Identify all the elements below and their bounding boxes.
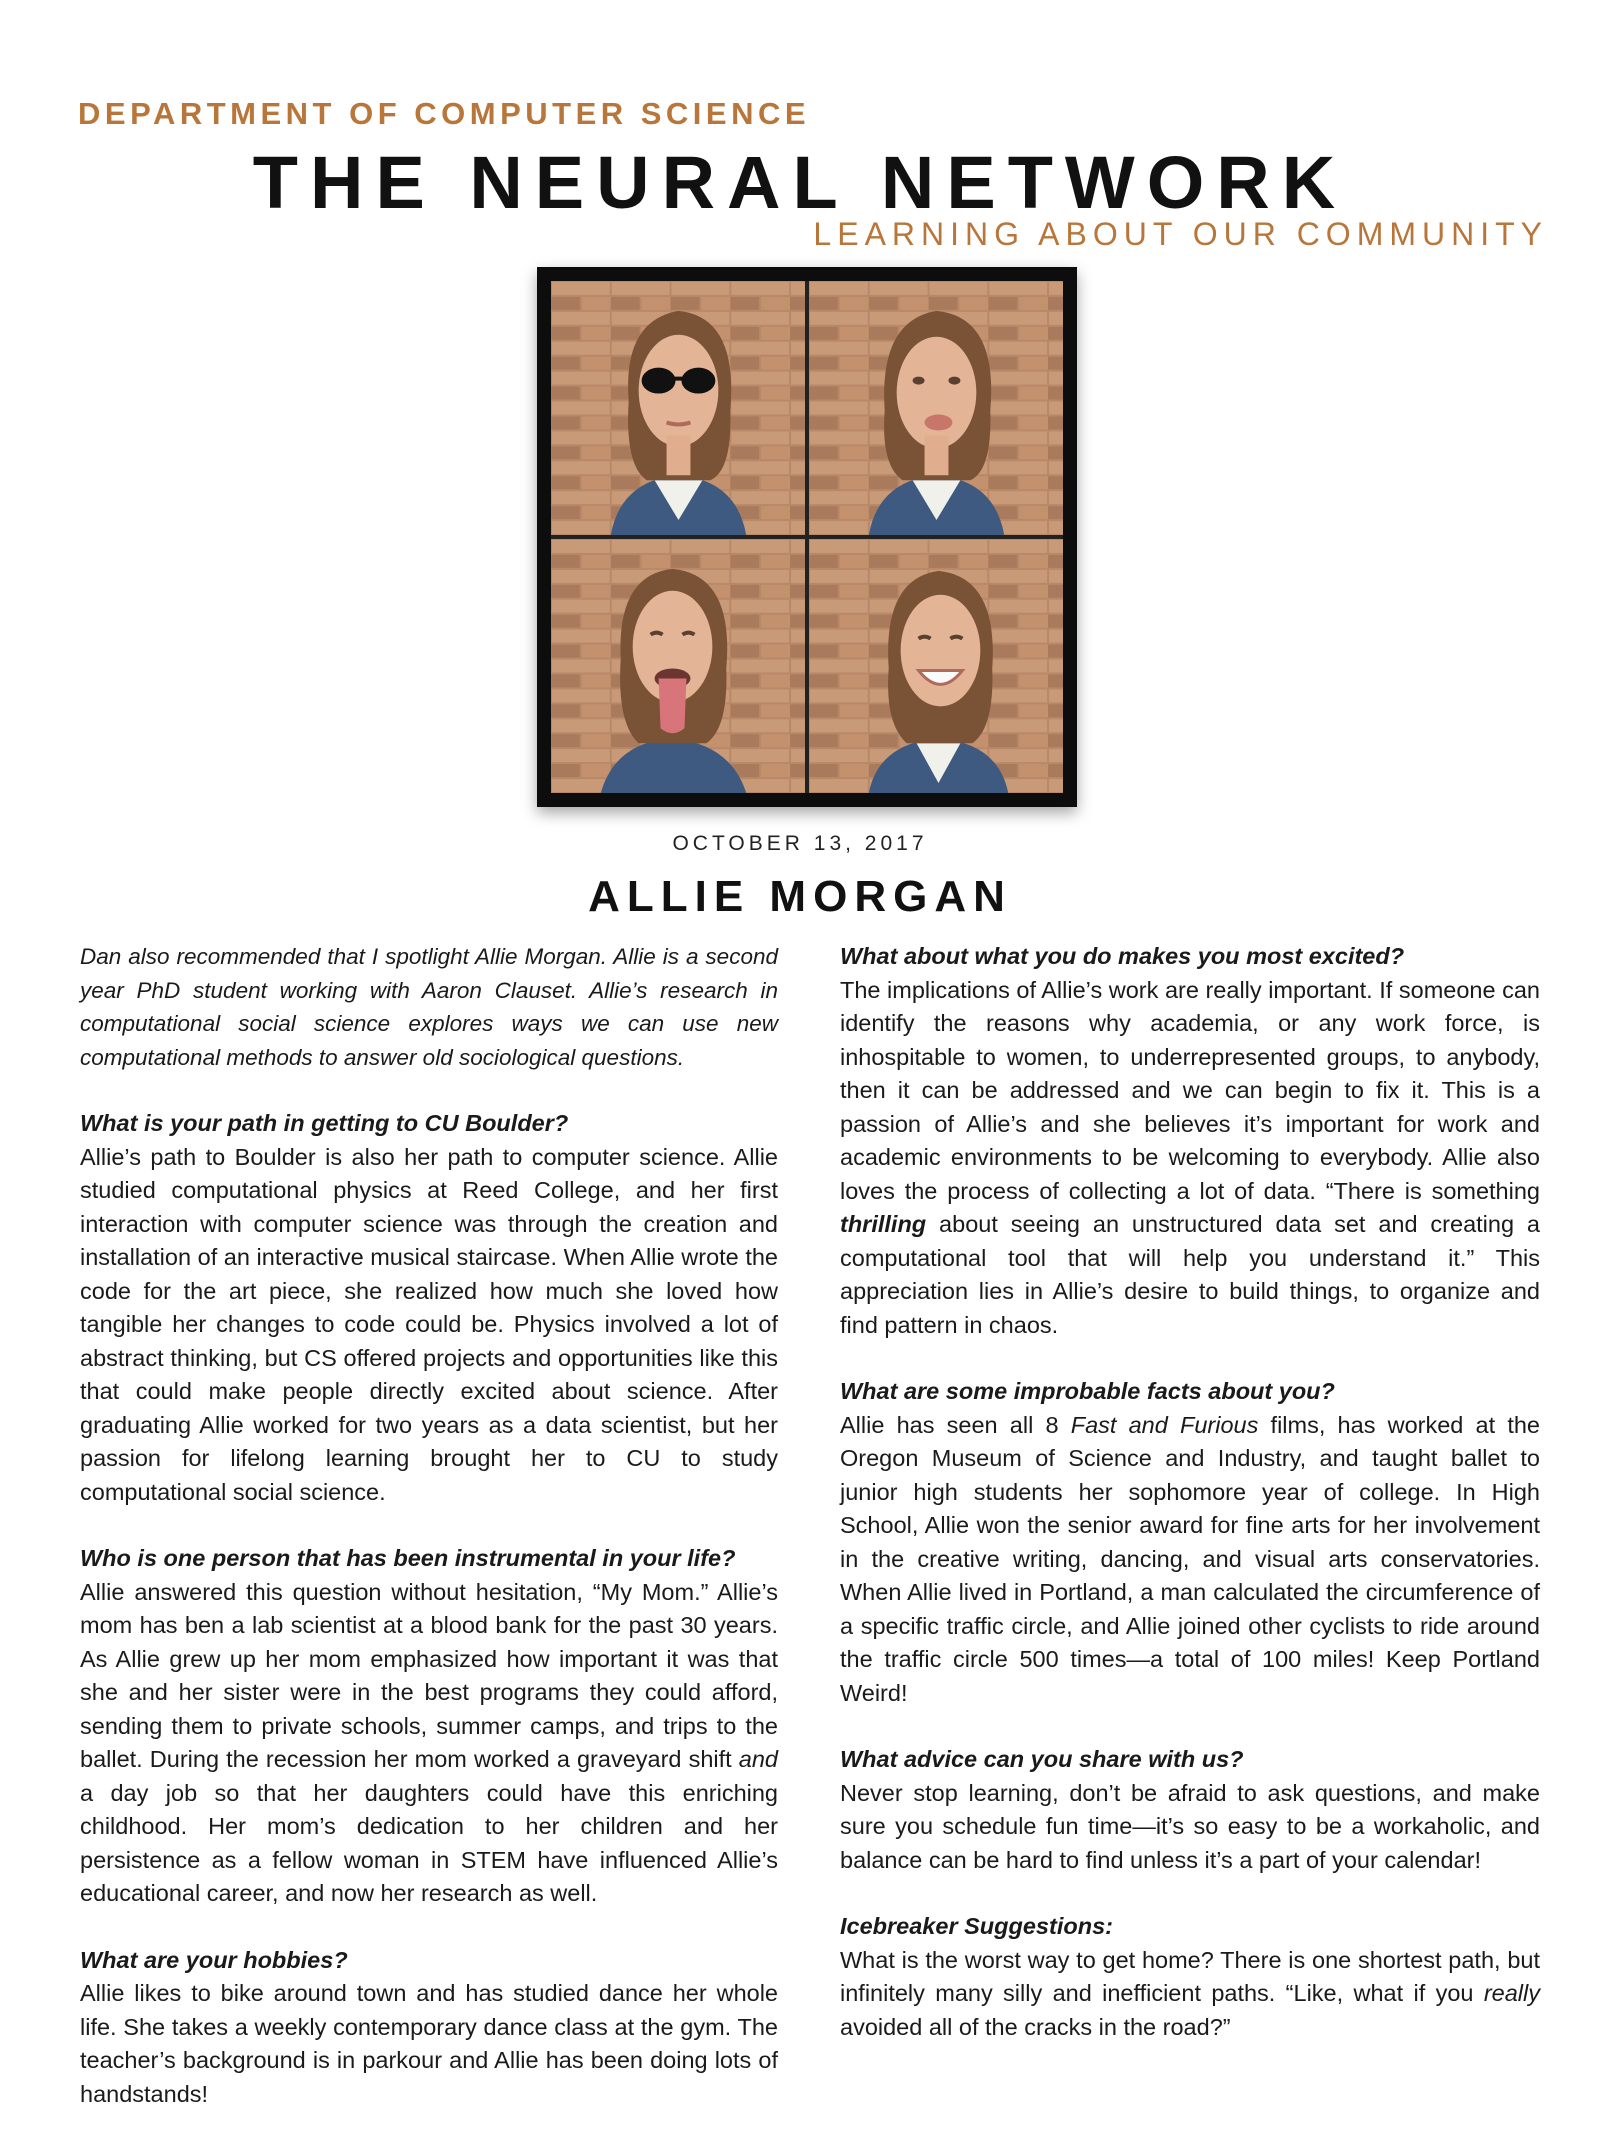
photo-tongue [551,539,805,793]
newsletter-title: THE NEURAL NETWORK [252,141,1348,224]
answer-text: Allie has seen all 8 [840,1411,1071,1438]
question-heading: What are some improbable facts about you? [840,1378,1335,1404]
question-heading: Icebreaker Suggestions: [840,1913,1113,1939]
left-column [80,940,778,2111]
photo-smile [809,539,1063,793]
question-heading: What are your hobbies? [80,1946,348,1973]
article-date: OCTOBER 13, 2017 [672,832,928,855]
emphasis-text: really [1483,1980,1540,2006]
answer-text: What is the worst way to get home? There is one shortest path, but infinitely many silly and inefficient paths. “Like, what if you [840,1946,1540,2006]
answer-text: The implications of Allie’s work are really important. If someone can identify the reasons why academia, or any work force, is inhospitable to women, to underrepresented groups, to anybody, then it can be addressed and we can begin to fix it. This is a passion of Allie’s and she believes it’s important for work and academic environments to be welcoming to everybody. Allie also loves the process of collecting a lot of data. “There is something [840,976,1540,1204]
photo-sunglasses [551,281,805,535]
answer-text: about seeing an unstructured data set and creating a computational tool that will help you understand it.” This appreciation lies in Allie’s desire to build things, to organize and find pattern in chaos. [840,1211,1540,1338]
question-heading: What advice can you share with us? [840,1746,1244,1772]
newsletter-tagline: LEARNING ABOUT OUR COMMUNITY [813,216,1548,252]
answer-paragraph [840,1944,1540,2045]
answer-text: films, has worked at the Oregon Museum of Science and Industry, and taught ballet to junior high students her sophomore year of college. In High School, Allie won the senior award for fine arts for her involvement in the creative writing, dancing, and visual arts conservatories. When Allie lived in Portland, a man calculated the circumference of a specific traffic circle, and Allie joined other cyclists to ride around the traffic circle 500 times—a total of 100 miles! Keep Portland Weird! [840,1411,1540,1706]
answer-paragraph: Allie’s path to Boulder is also her path to computer science. Allie studied computational physics at Reed College, and her first interaction with computer science was through the creation and installation of an interactive musical staircase. When Allie wrote the code for the art piece, she realized how much she loved how tangible her changes to code could be. Physics involved a lot of abstract thinking, but CS offered projects and opportunities like this that could make people directly excited about science. After graduating Allie worked for two years as a data scientist, but her passion for lifelong learning brought her to CU to study computational social science. [80,1143,778,1505]
answer-paragraph [840,974,1540,1343]
right-column [840,940,1540,2044]
answer-paragraph [840,1409,1540,1711]
photo-collage [537,267,1077,807]
emphasis-text: Fast and Furious [1070,1411,1259,1438]
answer-paragraph [80,1576,778,1911]
answer-text: avoided all of the cracks in the road?” [840,2013,1231,2040]
article-subject-name: ALLIE MORGAN [588,872,1012,921]
answer-text: Allie answered this question without hesitation, “My Mom.” Allie’s mom has ben a lab scientist at a blood bank for the past 30 years. As Allie grew up her mom emphasized how important it was that she and her sister were in the best programs they could afford, sending them to private schools, summer camps, and trips to the ballet. During the recession her mom worked a graveyard shift [80,1578,778,1772]
answer-text: a day job so that her daughters could have this enriching childhood. Her mom’s dedication to her children and her persistence as a fellow woman in STEM have influenced Allie’s educational career, and now her research as well. [80,1779,778,1906]
question-heading: Who is one person that has been instrumental in your life? [80,1545,736,1571]
question-heading: What about what you do makes you most excited? [840,943,1405,969]
department-label: DEPARTMENT OF COMPUTER SCIENCE [78,96,811,131]
question-heading: What is your path in getting to CU Boulder? [80,1110,569,1136]
answer-paragraph: Allie likes to bike around town and has studied dance her whole life. She takes a weekly contemporary dance class at the gym. The teacher’s background is in parkour and Allie has been doing lots of handstands! [80,1980,778,2107]
answer-paragraph: Never stop learning, don’t be afraid to ask questions, and make sure you schedule fun time—it’s so easy to be a workaholic, and balance can be hard to find unless it’s a part of your calendar! [840,1779,1540,1873]
photo-pout [809,281,1063,535]
emphasis-text: thrilling [840,1211,927,1237]
emphasis-text: and [738,1746,778,1772]
intro-paragraph: Dan also recommended that I spotlight Allie Morgan. Allie is a second year PhD student working with Aaron Clauset. Allie’s research in computational social science explores ways we can use new computational methods to answer old sociological questions. [80,944,778,1070]
